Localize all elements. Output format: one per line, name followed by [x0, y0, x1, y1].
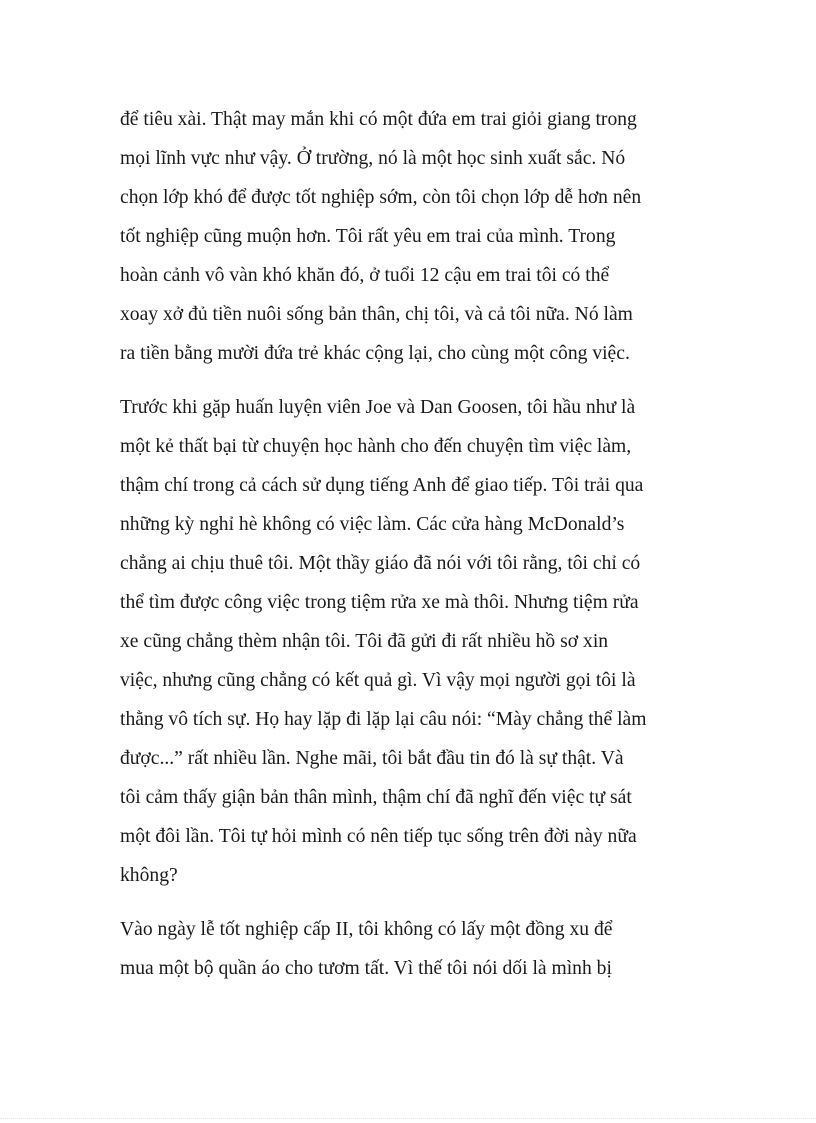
text-line: Trước khi gặp huấn luyện viên Joe và Dan Goosen, tôi hầu như là — [120, 397, 636, 418]
text-line: mọi lĩnh vực như vậy. Ở trường, nó là một học sinh xuất sắc. Nó — [120, 148, 626, 169]
paragraph-3 — [120, 910, 700, 988]
text-line: chẳng ai chịu thuê tôi. Một thầy giáo đã nói với tôi rằng, tôi chỉ có — [120, 553, 641, 574]
paragraph-1 — [120, 100, 700, 373]
text-line: việc, nhưng cũng chẳng có kết quả gì. Vì vậy mọi người gọi tôi là — [120, 670, 636, 691]
text-line: thể tìm được công việc trong tiệm rửa xe mà thôi. Nhưng tiệm rửa — [120, 592, 639, 613]
text-line: ra tiền bằng mười đứa trẻ khác cộng lại, cho cùng một công việc. — [120, 343, 630, 364]
paragraph-gap — [120, 895, 700, 910]
text-line: một kẻ thất bại từ chuyện học hành cho đến chuyện tìm việc làm, — [120, 436, 632, 457]
text-line: Vào ngày lễ tốt nghiệp cấp II, tôi không có lấy một đồng xu để — [120, 919, 613, 940]
text-line: những kỳ nghỉ hè không có việc làm. Các cửa hàng McDonald’s — [120, 514, 625, 535]
text-line: để tiêu xài. Thật may mắn khi có một đứa em trai giỏi giang trong — [120, 109, 637, 130]
page-bottom-edge — [0, 1118, 816, 1119]
text-line: xoay xở đủ tiền nuôi sống bản thân, chị tôi, và cả tôi nữa. Nó làm — [120, 304, 633, 325]
text-line: chọn lớp khó để được tốt nghiệp sớm, còn tôi chọn lớp dễ hơn nên — [120, 187, 642, 208]
paragraph-gap — [120, 373, 700, 388]
text-line: thằng vô tích sự. Họ hay lặp đi lặp lại câu nói: “Mày chẳng thể làm — [120, 709, 647, 730]
text-line: không? — [120, 865, 178, 886]
text-line: một đôi lần. Tôi tự hỏi mình có nên tiếp tục sống trên đời này nữa — [120, 826, 637, 847]
text-line: tốt nghiệp cũng muộn hơn. Tôi rất yêu em trai của mình. Trong — [120, 226, 616, 247]
document-body — [120, 100, 700, 988]
text-line: xe cũng chẳng thèm nhận tôi. Tôi đã gửi đi rất nhiều hồ sơ xin — [120, 631, 609, 652]
text-line: mua một bộ quần áo cho tươm tất. Vì thế tôi nói dối là mình bị — [120, 958, 612, 979]
text-line: thậm chí trong cả cách sử dụng tiếng Anh để giao tiếp. Tôi trải qua — [120, 475, 644, 496]
text-line: hoàn cảnh vô vàn khó khăn đó, ở tuổi 12 cậu em trai tôi có thể — [120, 265, 610, 286]
text-line: được...” rất nhiều lần. Nghe mãi, tôi bắt đầu tin đó là sự thật. Và — [120, 748, 624, 769]
text-line: tôi cảm thấy giận bản thân mình, thậm chí đã nghĩ đến việc tự sát — [120, 787, 632, 808]
paragraph-2 — [120, 388, 700, 895]
